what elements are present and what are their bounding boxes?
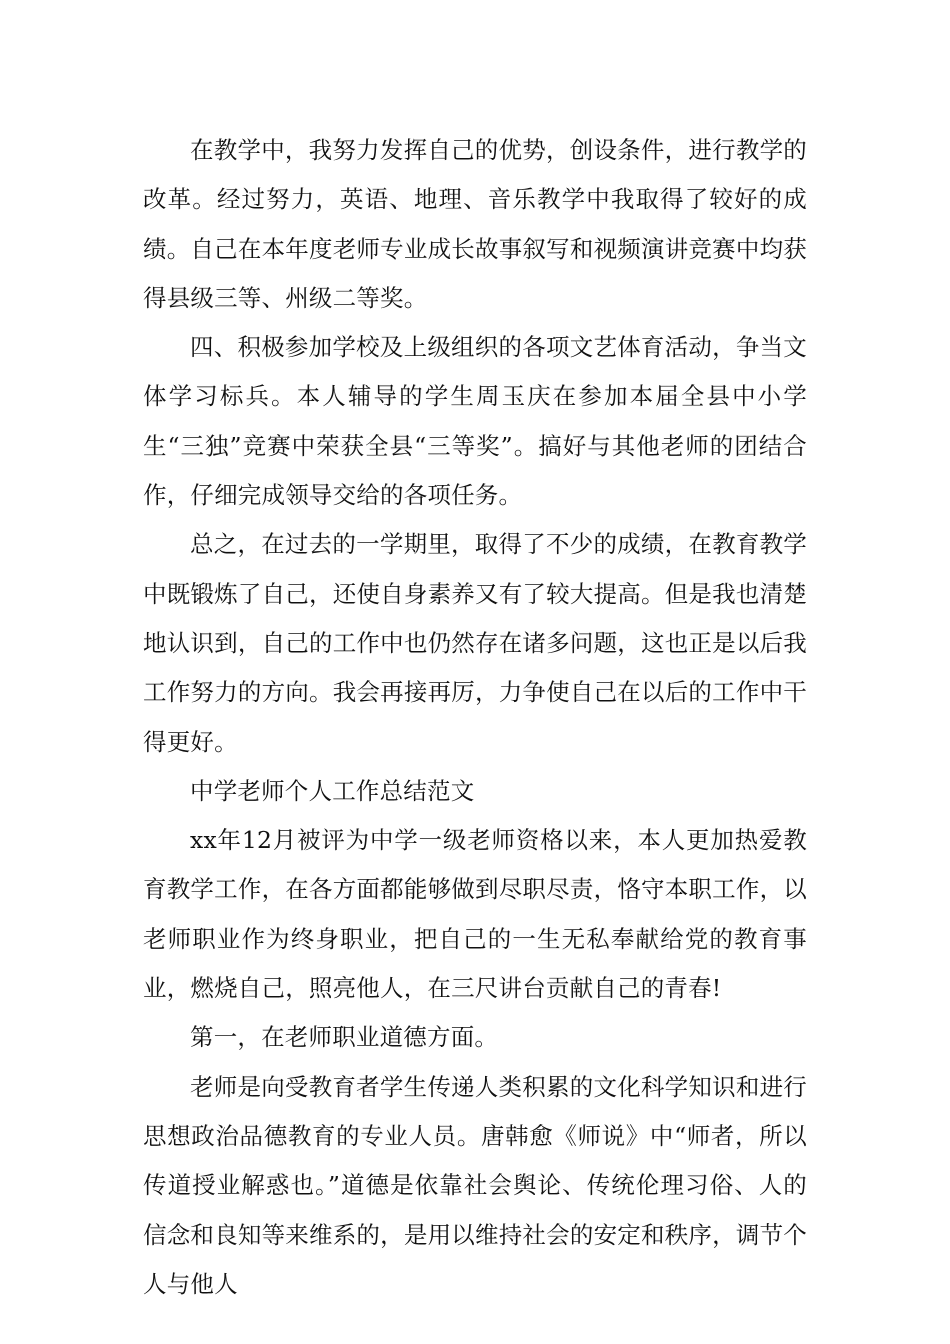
section-heading: 中学老师个人工作总结范文: [190, 776, 475, 805]
paragraph-intro: xx年12月被评为中学一级老师资格以来，本人更加热爱教育教学工作，在各方面都能够做到尽职尽责，恪守本职工作，以老师职业作为终身职业，把自己的一生无私奉献给党的教育事业，燃烧自己，照亮他人，在三尺讲台贡献自己的青春!: [143, 826, 807, 1003]
paragraph-activities: 四、积极参加学校及上级组织的各项文艺体育活动，争当文体学习标兵。本人辅导的学生周玉庆在参加本届全县中小学生“三独”竞赛中荣获全县“三等奖”。搞好与其他老师的团结合作，仔细完成领导交给的各项任务。: [143, 333, 807, 510]
subheading-ethics: 第一，在老师职业道德方面。: [190, 1023, 499, 1052]
paragraph-ethics: 老师是向受教育者学生传递人类积累的文化科学知识和进行思想政治品德教育的专业人员。唐韩愈《师说》中“师者，所以传道授业解惑也。”道德是依靠社会舆论、传统伦理习俗、人的信念和良知等来维系的，是用以维持社会的安定和秩序，调节个人与他人: [143, 1072, 807, 1298]
document-page: [143, 126, 807, 1309]
paragraph-teaching-reform: 在教学中，我努力发挥自己的优势，创设条件，进行教学的改革。经过努力，英语、地理、音乐教学中我取得了较好的成绩。自己在本年度老师专业成长故事叙写和视频演讲竞赛中均获得县级三等、州级二等奖。: [143, 136, 807, 312]
paragraph-summary: 总之，在过去的一学期里，取得了不少的成绩，在教育教学中既锻炼了自己，还使自身素养又有了较大提高。但是我也清楚地认识到，自己的工作中也仍然存在诸多问题，这也正是以后我工作努力的方向。我会再接再厉，力争使自己在以后的工作中干得更好。: [143, 530, 807, 756]
